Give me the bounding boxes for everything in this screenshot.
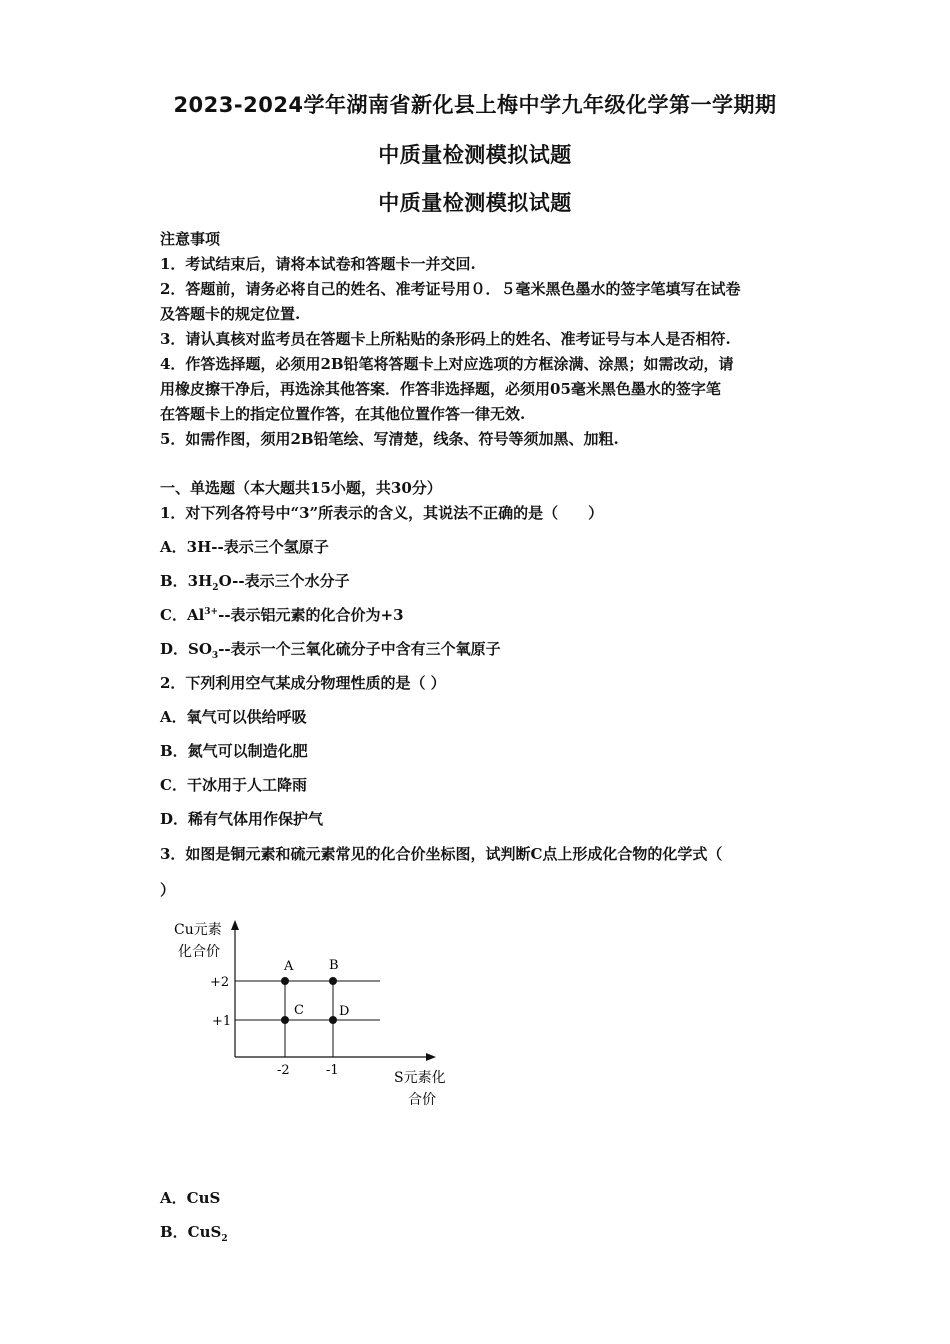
q1-option-a: A．3H--表示三个氢原子: [160, 538, 329, 556]
point-a: [281, 977, 289, 985]
q2-option-c: C．干冰用于人工降雨: [160, 776, 307, 794]
section-heading: 一、单选题（本大题共15小题，共30分）: [160, 479, 442, 497]
q3-option-a: A．CuS: [160, 1189, 221, 1207]
x-tick-minus1: -1: [326, 1063, 339, 1078]
doc-title-line-1: 2023-2024学年湖南省新化县上梅中学九年级化学第一学期期: [173, 93, 777, 117]
q2-option-a: A．氧气可以供给呼吸: [160, 708, 307, 726]
y-axis-label-1: Cu元素: [174, 922, 222, 938]
q2-option-d: D．稀有气体用作保护气: [160, 810, 324, 828]
point-c: [281, 1016, 289, 1024]
notice-item: 在答题卡上的指定位置作答，在其他位置作答一律无效.: [160, 405, 526, 423]
notice-item: 3．请认真核对监考员在答题卡上所粘贴的条形码上的姓名、准考证号与本人是否相符.: [160, 330, 731, 348]
point-label-b: B: [329, 958, 339, 973]
x-tick-minus2: -2: [277, 1063, 290, 1078]
point-label-c: C: [294, 1003, 304, 1018]
q2-stem: 2．下列利用空气某成分物理性质的是（ ）: [160, 674, 446, 692]
notice-item: 用橡皮擦干净后，再选涂其他答案．作答非选择题，必须用05毫米黑色墨水的签字笔: [160, 380, 721, 398]
doc-title-line-2: 中质量检测模拟试题: [378, 143, 572, 167]
q1-option-d: D．$SO_3--$表示一个三氧化硫分子中含有三个氧原子: [160, 640, 501, 661]
x-axis-arrow: [426, 1053, 436, 1061]
notice-item: 及答题卡的规定位置.: [160, 305, 301, 323]
q3-option-b: B．CuS$_2$: [160, 1223, 228, 1244]
doc-title-line-3: 中质量检测模拟试题: [378, 191, 572, 215]
point-label-a: A: [284, 959, 294, 974]
valence-coordinate-figure: [160, 912, 470, 1112]
point-b: [329, 977, 337, 985]
q3-stem-end: ）: [160, 881, 176, 899]
point-label-d: D: [339, 1004, 350, 1019]
q1-option-c: C．$Al^{3+}--$表示铝元素的化合价为+3: [160, 606, 404, 624]
y-tick-plus1: +1: [212, 1014, 232, 1029]
y-axis-label-2: 化合价: [178, 944, 220, 960]
q1-stem: 1．对下列各符号中“3”所表示的含义，其说法不正确的是（ ）: [160, 504, 604, 522]
q3-stem: 3．如图是铜元素和硫元素常见的化合价坐标图，试判断C点上形成化合物的化学式（: [160, 845, 723, 863]
y-axis-arrow: [231, 920, 239, 930]
y-tick-plus2: +2: [210, 975, 230, 990]
x-axis-label-2: 合价: [408, 1092, 436, 1108]
notice-item: 4．作答选择题，必须用2B铅笔将答题卡上对应选项的方框涂满、涂黑；如需改动，请: [160, 355, 734, 373]
q2-option-b: B．氮气可以制造化肥: [160, 742, 308, 760]
notice-item: 1．考试结束后，请将本试卷和答题卡一并交回.: [160, 255, 476, 273]
notice-item: 2．答题前，请务必将自己的姓名、准考证号用０．５毫米黑色墨水的签字笔填写在试卷: [160, 280, 741, 298]
notice-heading: 注意事项: [160, 230, 221, 248]
point-d: [329, 1016, 337, 1024]
q1-option-b: B．$3H_2O--$表示三个水分子: [160, 572, 350, 593]
notice-item: 5．如需作图，须用2B铅笔绘、写清楚，线条、符号等须加黑、加粗.: [160, 430, 619, 448]
x-axis-label-1: S元素化: [394, 1070, 446, 1086]
